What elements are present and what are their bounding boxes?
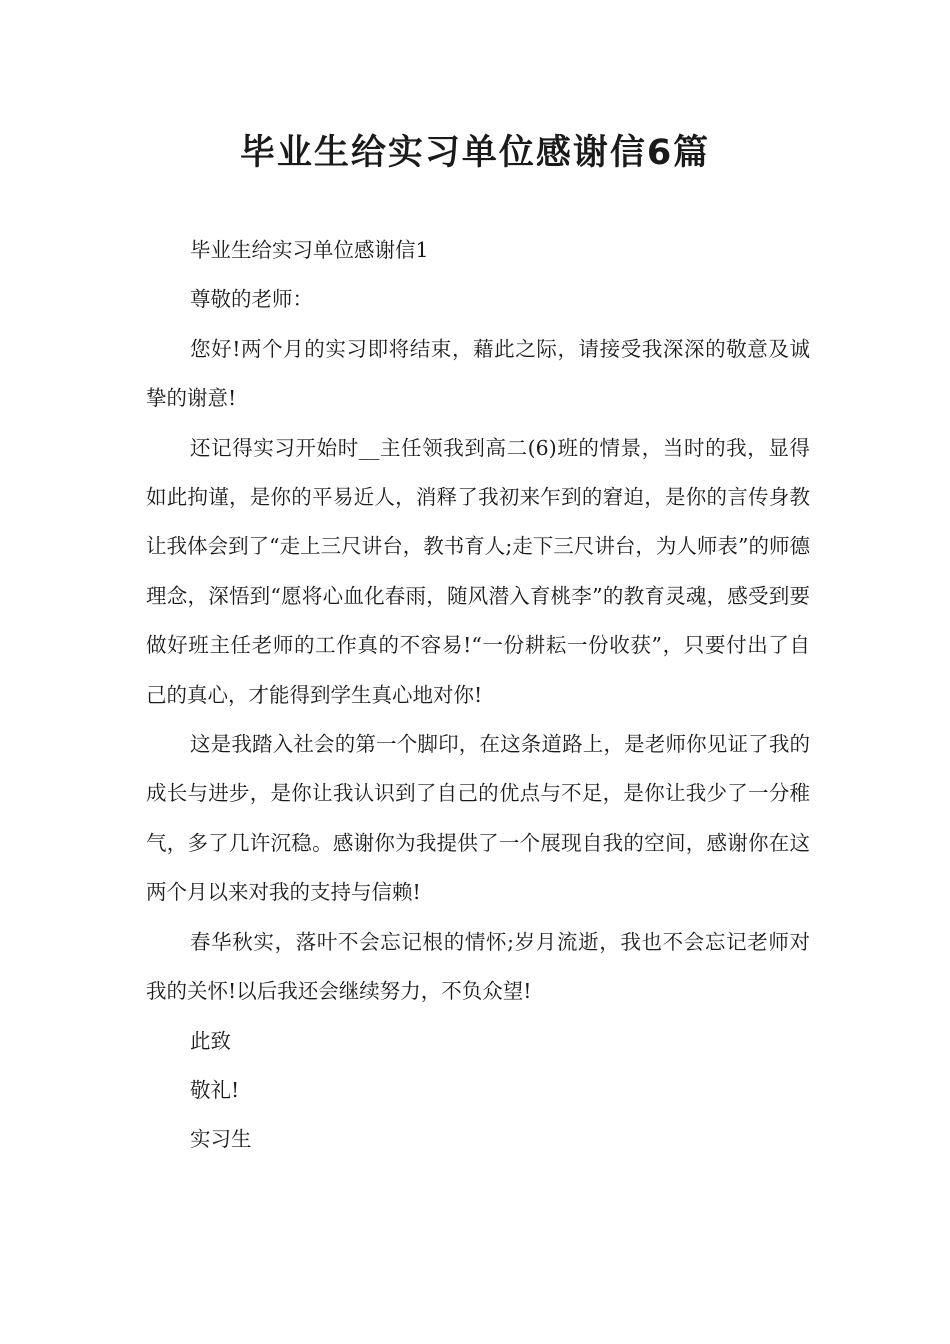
letter-heading: 毕业生给实习单位感谢信1 xyxy=(190,238,429,262)
page-title: 毕业生给实习单位感谢信6篇 xyxy=(239,133,711,173)
sign-off-jingli: 敬礼! xyxy=(190,1077,240,1102)
paragraph-memory: 还记得实习开始时__主任领我到高二(6)班的情景，当时的我，显得如此拘谨，是你的平易近人，消释了我初来乍到的窘迫，是你的言传身教让我体会到了“走上三尺讲台，教书育人;走下三尺讲台，为人师表”的师德理念，深悟到“愿将心血化春雨，随风潜入育桃李”的教育灵魂，感受到要做好班主任老师的工作真的不容易!“一份耕耘一份收获”，只要付出了自己的真心，才能得到学生真心地对你! xyxy=(146,435,810,707)
signature: 实习生 xyxy=(190,1127,252,1152)
letter-body xyxy=(146,226,810,1165)
sign-off-cizhi: 此致 xyxy=(190,1028,231,1053)
paragraph-growth: 这是我踏入社会的第一个脚印，在这条道路上，是老师你见证了我的成长与进步，是你让我认识到了自己的优点与不足，是你让我少了一分稚气，多了几许沉稳。感谢你为我提供了一个展现自我的空间，感谢你在这两个月以来对我的支持与信赖! xyxy=(146,732,810,905)
paragraph-greeting: 您好!两个月的实习即将结束，藉此之际，请接受我深深的敬意及诚挚的谢意! xyxy=(146,336,810,411)
salutation: 尊敬的老师： xyxy=(190,287,313,312)
paragraph-closing: 春华秋实，落叶不会忘记根的情怀;岁月流逝，我也不会忘记老师对我的关怀!以后我还会继续努力，不负众望! xyxy=(146,929,810,1004)
